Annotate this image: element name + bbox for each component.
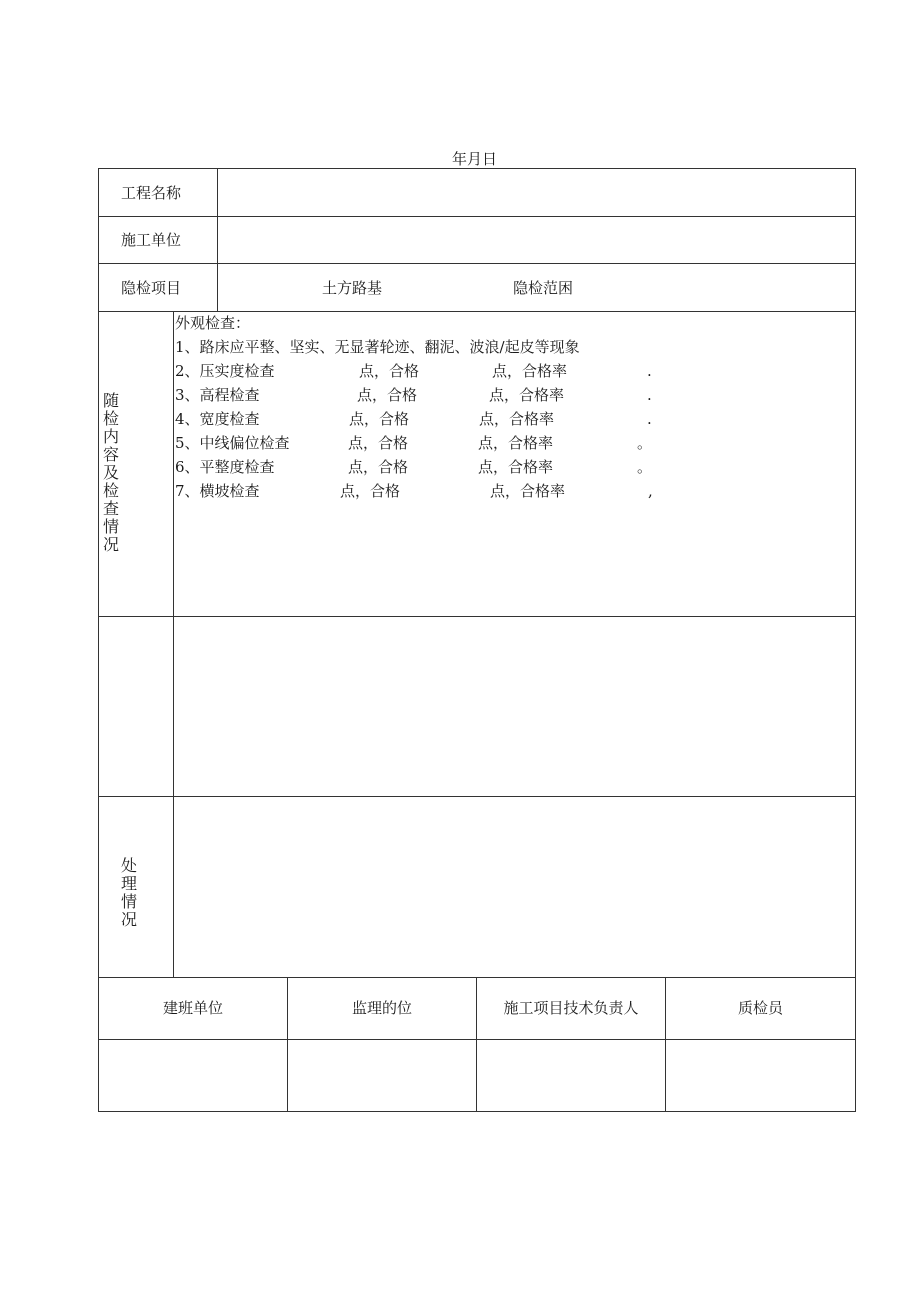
check-item-prefix: 3、高程检查 bbox=[175, 386, 260, 404]
inspection-item-label: 隐检项目 bbox=[121, 279, 182, 297]
signature-col-divider bbox=[476, 977, 477, 1112]
inspection-item-field[interactable]: 土方路基 bbox=[322, 279, 383, 297]
check-item-rate: 点，合格率 bbox=[489, 386, 565, 404]
row-divider bbox=[98, 216, 856, 217]
appearance-heading: 外观检查： bbox=[175, 314, 251, 332]
table-bottom-border bbox=[98, 1111, 856, 1112]
check-item-rate: 点，合格率 bbox=[478, 434, 554, 452]
check-item-end: , bbox=[648, 482, 653, 500]
table-right-border bbox=[855, 168, 856, 1112]
construction-unit-label: 施工单位 bbox=[121, 231, 182, 249]
check-item-prefix: 2、压实度检查 bbox=[175, 362, 275, 380]
date-line: 年月日 bbox=[452, 150, 498, 168]
check-item-end: 。 bbox=[637, 458, 653, 476]
check-item-rate: 点，合格率 bbox=[490, 482, 566, 500]
header-label-divider bbox=[217, 168, 218, 312]
check-item-point: 点，合格 bbox=[348, 458, 409, 476]
row-divider bbox=[98, 796, 856, 797]
row-divider bbox=[98, 263, 856, 264]
signature-header-technical-lead: 施工项目技术负责人 bbox=[503, 999, 639, 1017]
table-top-border bbox=[98, 168, 856, 169]
check-item-prefix: 7、横坡检查 bbox=[175, 482, 260, 500]
row-divider bbox=[98, 977, 856, 978]
check-item-end: 。 bbox=[637, 434, 653, 452]
check-item-end: . bbox=[647, 362, 652, 380]
project-name-label: 工程名称 bbox=[121, 184, 182, 202]
check-item-point: 点，合格 bbox=[340, 482, 401, 500]
signature-header-supervision: 监理的位 bbox=[351, 999, 412, 1017]
row-divider bbox=[98, 1039, 856, 1040]
check-item-prefix: 6、平整度检查 bbox=[175, 458, 275, 476]
check-item-point: 点，合格 bbox=[359, 362, 420, 380]
signature-header-quality-inspector: 质检员 bbox=[737, 999, 783, 1017]
check-item-point: 点，合格 bbox=[357, 386, 418, 404]
check-item-rate: 点，合格率 bbox=[479, 410, 555, 428]
check-item-prefix: 5、中线偏位检查 bbox=[175, 434, 290, 452]
check-item-end: . bbox=[647, 386, 652, 404]
section-label-divider bbox=[173, 311, 174, 977]
row-divider bbox=[98, 311, 856, 312]
signature-header-construction: 建班单位 bbox=[162, 999, 223, 1017]
inspection-scope-label: 隐检范困 bbox=[513, 279, 574, 297]
check-item-rate: 点，合格率 bbox=[492, 362, 568, 380]
check-item-point: 点，合格 bbox=[348, 434, 409, 452]
row-divider bbox=[98, 616, 856, 617]
signature-col-divider bbox=[665, 977, 666, 1112]
check-item-point: 点，合格 bbox=[349, 410, 410, 428]
table-left-border bbox=[98, 168, 99, 1112]
check-item-1: 1、路床应平整、坚实、无显著轮迹、翻泥、波浪/起皮等现象 bbox=[175, 338, 580, 356]
check-item-rate: 点，合格率 bbox=[478, 458, 554, 476]
content-section-label: 随检内容及检查情况 bbox=[102, 391, 119, 554]
handling-section-label: 处理情况 bbox=[120, 856, 137, 929]
check-item-end: . bbox=[647, 410, 652, 428]
check-item-prefix: 4、宽度检查 bbox=[175, 410, 260, 428]
signature-col-divider bbox=[287, 977, 288, 1112]
